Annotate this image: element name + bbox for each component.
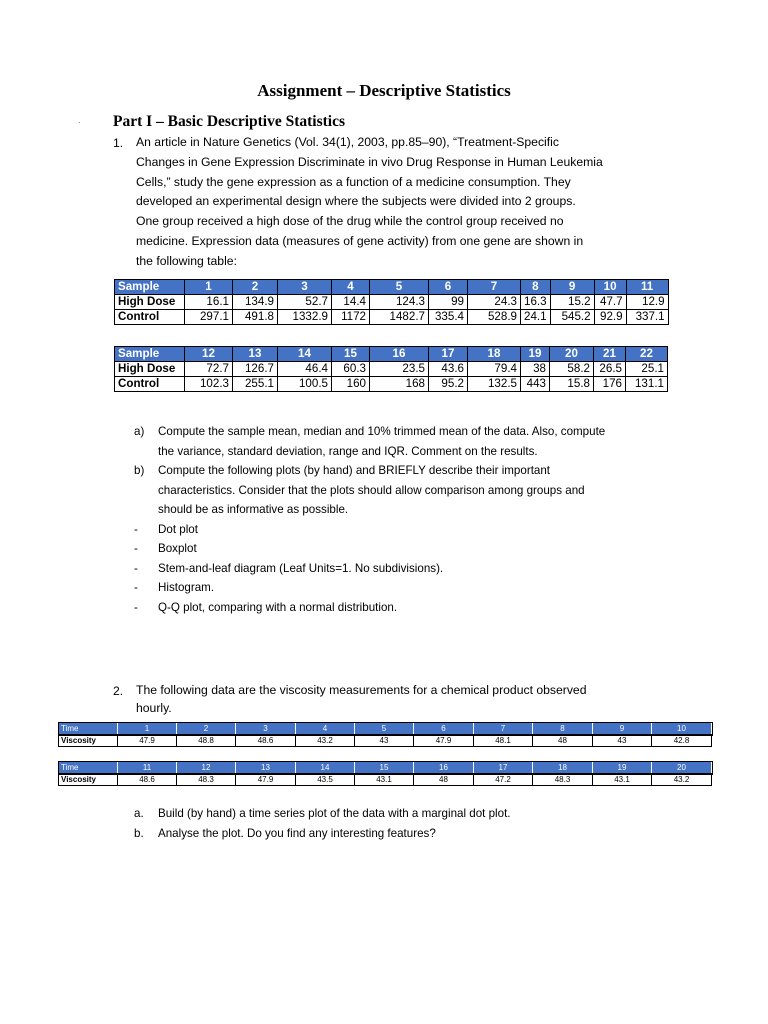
table-cell: 5 bbox=[370, 280, 429, 295]
question-2-item bbox=[134, 824, 694, 844]
row-label-cell: Sample bbox=[115, 280, 185, 295]
table-cell: 337.1 bbox=[626, 310, 668, 325]
table-cell: 2 bbox=[177, 723, 236, 735]
viscosity-table-1 bbox=[58, 722, 712, 747]
table-cell: 18 bbox=[468, 347, 521, 362]
table-cell: 4 bbox=[296, 723, 355, 735]
table-cell: 1 bbox=[185, 280, 233, 295]
list-item-text: Q-Q plot, comparing with a normal distribution. bbox=[158, 600, 398, 614]
table-cell: 16 bbox=[414, 762, 474, 774]
table-cell: 124.3 bbox=[370, 295, 429, 310]
question-1-item bbox=[134, 598, 694, 618]
table-cell: 24.1 bbox=[521, 310, 551, 325]
question-2-line: The following data are the viscosity measurements for a chemical product observed bbox=[136, 683, 587, 697]
question-1-number: 1. bbox=[113, 136, 124, 150]
table-cell: 7 bbox=[468, 280, 521, 295]
list-marker: a. bbox=[134, 807, 144, 820]
table-cell: 168 bbox=[370, 377, 429, 392]
table-cell: 13 bbox=[236, 762, 296, 774]
table-cell: 58.2 bbox=[550, 362, 594, 377]
list-marker: b. bbox=[134, 826, 144, 840]
page-title: Assignment – Descriptive Statistics bbox=[257, 81, 511, 100]
table-cell: 11 bbox=[626, 280, 668, 295]
table-cell: 15 bbox=[332, 347, 370, 362]
table-cell: 46.4 bbox=[278, 362, 332, 377]
list-item-text: Histogram. bbox=[158, 581, 215, 594]
list-marker: b) bbox=[134, 464, 145, 477]
table-cell: 48.3 bbox=[533, 774, 593, 786]
question-1-text bbox=[136, 133, 696, 272]
table-cell: 15 bbox=[355, 762, 414, 774]
table-cell: 9 bbox=[550, 280, 594, 295]
table-cell: 17 bbox=[429, 347, 468, 362]
table-cell: 48 bbox=[533, 735, 593, 747]
table-cell: 43.2 bbox=[296, 735, 355, 747]
table-cell: 1172 bbox=[332, 310, 370, 325]
table-cell: 48.1 bbox=[474, 735, 533, 747]
table-cell: 14.4 bbox=[332, 295, 370, 310]
question-1-item bbox=[134, 539, 694, 559]
row-label-cell: Control bbox=[115, 377, 185, 392]
table-cell: 102.3 bbox=[185, 377, 233, 392]
table-header-row bbox=[115, 347, 668, 362]
table-cell: 43.6 bbox=[429, 362, 468, 377]
row-label-cell: Time bbox=[59, 762, 118, 774]
table-cell: 60.3 bbox=[332, 362, 370, 377]
viscosity-table-2 bbox=[58, 761, 712, 786]
table-cell: 545.2 bbox=[550, 310, 594, 325]
question-1-items bbox=[134, 422, 694, 617]
table-cell: 11 bbox=[118, 762, 177, 774]
table-cell: 134.9 bbox=[233, 295, 278, 310]
question-1-line: Changes in Gene Expression Discriminate in vivo Drug Response in Human Leukemia bbox=[136, 154, 603, 169]
list-marker: - bbox=[134, 522, 138, 536]
table-cell: 6 bbox=[429, 280, 468, 295]
table-cell: 5 bbox=[355, 723, 414, 735]
table-header-row bbox=[115, 280, 669, 295]
table-cell: 20 bbox=[652, 762, 712, 774]
table-cell: 160 bbox=[332, 377, 370, 392]
table-cell: 43.1 bbox=[593, 774, 652, 786]
table-row bbox=[115, 377, 668, 392]
table-header-row bbox=[59, 762, 712, 774]
table-cell: 2 bbox=[233, 280, 278, 295]
question-1-item bbox=[134, 461, 694, 520]
part-heading: Part I – Basic Descriptive Statistics bbox=[113, 113, 346, 130]
table-cell: 42.8 bbox=[652, 735, 712, 747]
table-cell: 25.1 bbox=[626, 362, 668, 377]
list-marker: a) bbox=[134, 425, 145, 438]
question-2-number: 2. bbox=[113, 684, 124, 698]
list-item-text: Compute the sample mean, median and 10% trimmed mean of the data. Also, compute bbox=[158, 425, 606, 438]
table-cell: 1332.9 bbox=[278, 310, 332, 325]
question-1-item bbox=[134, 520, 694, 540]
table-cell: 6 bbox=[414, 723, 474, 735]
table-cell: 47.9 bbox=[414, 735, 474, 747]
table-cell: 297.1 bbox=[185, 310, 233, 325]
table-cell: 43 bbox=[355, 735, 414, 747]
table-cell: 47.7 bbox=[594, 295, 626, 310]
table-cell: 528.9 bbox=[468, 310, 521, 325]
table-cell: 126.7 bbox=[233, 362, 278, 377]
question-1-line: developed an experimental design where the subjects were divided into 2 groups. bbox=[136, 194, 576, 209]
table-cell: 12 bbox=[185, 347, 233, 362]
table-cell: 92.9 bbox=[594, 310, 626, 325]
list-item-text: should be as informative as possible. bbox=[158, 503, 349, 516]
table-cell: 3 bbox=[278, 280, 332, 295]
table-cell: 47.2 bbox=[474, 774, 533, 786]
table-cell: 16 bbox=[370, 347, 429, 362]
table-cell: 14 bbox=[296, 762, 355, 774]
table-cell: 48.3 bbox=[177, 774, 236, 786]
table-cell: 15.2 bbox=[550, 295, 594, 310]
list-item-text: Build (by hand) a time series plot of the data with a marginal dot plot. bbox=[158, 807, 511, 820]
table-cell: 443 bbox=[521, 377, 550, 392]
list-marker: - bbox=[134, 561, 138, 575]
question-2-text bbox=[136, 681, 696, 717]
table-cell: 335.4 bbox=[429, 310, 468, 325]
table-cell: 43 bbox=[593, 735, 652, 747]
table-cell: 48.6 bbox=[236, 735, 296, 747]
question-2-item bbox=[134, 804, 694, 824]
table-cell: 43.1 bbox=[355, 774, 414, 786]
table-cell: 491.8 bbox=[233, 310, 278, 325]
table-cell: 43.2 bbox=[652, 774, 712, 786]
table-cell: 16.3 bbox=[521, 295, 551, 310]
gene-expression-table-1 bbox=[114, 279, 669, 325]
table-cell: 95.2 bbox=[429, 377, 468, 392]
list-marker: - bbox=[134, 542, 138, 555]
table-cell: 255.1 bbox=[233, 377, 278, 392]
row-label-cell: Sample bbox=[115, 347, 185, 362]
table-cell: 7 bbox=[474, 723, 533, 735]
question-1-line: One group received a high dose of the drug while the control group received no bbox=[136, 214, 564, 229]
table-cell: 1 bbox=[118, 723, 177, 735]
table-cell: 3 bbox=[236, 723, 296, 735]
list-item-text: Analyse the plot. Do you find any interesting features? bbox=[158, 826, 436, 840]
list-item-text: the variance, standard deviation, range and IQR. Comment on the results. bbox=[158, 444, 538, 458]
table-cell: 24.3 bbox=[468, 295, 521, 310]
row-label-cell: Viscosity bbox=[59, 774, 118, 786]
table-cell: 13 bbox=[233, 347, 278, 362]
list-item-text: characteristics. Consider that the plots should allow comparison among groups and bbox=[158, 483, 585, 497]
table-cell: 48.8 bbox=[177, 735, 236, 747]
question-2-items bbox=[134, 804, 694, 843]
table-cell: 131.1 bbox=[626, 377, 668, 392]
table-row bbox=[115, 362, 668, 377]
question-1-item bbox=[134, 422, 694, 461]
table-cell: 20 bbox=[550, 347, 594, 362]
table-cell: 9 bbox=[593, 723, 652, 735]
table-cell: 1482.7 bbox=[370, 310, 429, 325]
table-cell: 10 bbox=[652, 723, 712, 735]
table-row bbox=[115, 310, 669, 325]
list-marker: - bbox=[134, 600, 138, 614]
question-2-line: hourly. bbox=[136, 701, 172, 715]
question-1-item bbox=[134, 559, 694, 579]
list-marker: - bbox=[134, 581, 138, 594]
list-item-text: Boxplot bbox=[158, 542, 197, 555]
table-cell: 10 bbox=[594, 280, 626, 295]
table-cell: 176 bbox=[594, 377, 626, 392]
table-cell: 43.5 bbox=[296, 774, 355, 786]
table-cell: 52.7 bbox=[278, 295, 332, 310]
question-1-line: Cells,” study the gene expression as a function of a medicine consumption. They bbox=[136, 174, 571, 189]
question-1-line: the following table: bbox=[136, 253, 237, 268]
list-item-text: Compute the following plots (by hand) and BRIEFLY describe their important bbox=[158, 464, 551, 477]
row-label-cell: High Dose bbox=[115, 362, 185, 377]
list-item-text: Stem-and-leaf diagram (Leaf Units=1. No subdivisions). bbox=[158, 561, 444, 575]
question-1-line: An article in Nature Genetics (Vol. 34(1), 2003, pp.85–90), “Treatment-Specific bbox=[136, 135, 559, 149]
question-1-line: medicine. Expression data (measures of gene activity) from one gene are shown in bbox=[136, 233, 584, 248]
row-label-cell: Viscosity bbox=[59, 735, 118, 747]
table-cell: 72.7 bbox=[185, 362, 233, 377]
table-cell: 48.6 bbox=[118, 774, 177, 786]
table-cell: 4 bbox=[332, 280, 370, 295]
table-cell: 100.5 bbox=[278, 377, 332, 392]
table-cell: 48 bbox=[414, 774, 474, 786]
table-cell: 19 bbox=[521, 347, 550, 362]
table-cell: 21 bbox=[594, 347, 626, 362]
table-cell: 8 bbox=[521, 280, 551, 295]
row-label-cell: High Dose bbox=[115, 295, 185, 310]
table-cell: 14 bbox=[278, 347, 332, 362]
list-item-text: Dot plot bbox=[158, 522, 198, 536]
table-row bbox=[59, 735, 712, 747]
table-cell: 15.8 bbox=[550, 377, 594, 392]
table-cell: 22 bbox=[626, 347, 668, 362]
table-cell: 17 bbox=[474, 762, 533, 774]
table-cell: 47.9 bbox=[236, 774, 296, 786]
table-cell: 132.5 bbox=[468, 377, 521, 392]
table-row bbox=[115, 295, 669, 310]
table-cell: 23.5 bbox=[370, 362, 429, 377]
gene-expression-table-2 bbox=[114, 346, 668, 392]
table-cell: 16.1 bbox=[185, 295, 233, 310]
table-cell: 12 bbox=[177, 762, 236, 774]
row-label-cell: Time bbox=[59, 723, 118, 735]
table-cell: 38 bbox=[521, 362, 550, 377]
row-label-cell: Control bbox=[115, 310, 185, 325]
table-cell: 12.9 bbox=[626, 295, 668, 310]
table-cell: 19 bbox=[593, 762, 652, 774]
table-cell: 8 bbox=[533, 723, 593, 735]
table-cell: 99 bbox=[429, 295, 468, 310]
table-cell: 26.5 bbox=[594, 362, 626, 377]
table-cell: 47.9 bbox=[118, 735, 177, 747]
margin-mark: · bbox=[78, 118, 81, 127]
table-row bbox=[59, 774, 712, 786]
table-cell: 79.4 bbox=[468, 362, 521, 377]
question-1-item bbox=[134, 578, 694, 598]
table-header-row bbox=[59, 723, 712, 735]
table-cell: 18 bbox=[533, 762, 593, 774]
